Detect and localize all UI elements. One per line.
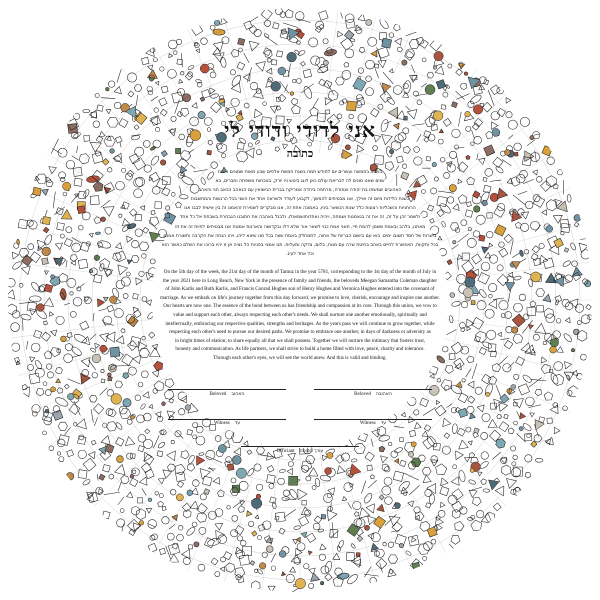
officiant-label-he: עורך החופה [299,448,324,454]
text-line: the year 2021 here in Long Beach, New York in the presence of family and friends, the beloveds Meegan Samantha Coleman daughter [162,277,438,284]
text-line: וכל אחד לעינ. [286,251,314,257]
beloved-left-label-en: Beloved [209,391,227,397]
text-line: מאתנו, בלהב ובאמת ששמן להמת חיי, חאני אמת כנוי לשאר אור שלא דלו ובקדושה והארנות אמנות אנו מבטיחים לחיות זה את זה [174,224,426,230]
beloved-left-label-he: האהוב [231,391,245,397]
text-line: honesty and communication. As life partners, we shall strive to build a home filled with love, peace, charity and tolerance. [175,346,425,353]
text-line: respecting each other's need to pursue our desired paths. We promise to embrace one another, in days of darkness or adversity as [169,329,431,336]
text-line: Our hearts are now one. The essence of the bond between us has friendship and compassion at its core. Through this union, we vow to [163,303,437,310]
text-line: בשבת בחמשה ועשרים יום לחודש תמוז בשנת חמשת אלפים שבע מאות שמונים ואחת [217,170,383,175]
text-line: Through each other's eyes, we will see the world anew. And this is valid and binding. [213,354,387,361]
text-line: הרוחניות והשכליות רצונות כלל שנות הנשאר ביניו, באמונה אחת זה, אנו מבקרים לשמירת זהאמנו זה בין אישית לבבו אנו [184,206,416,212]
beloved-right-label-en: Beloved [354,391,371,397]
text-line: בישרות של חסד חשובו ימים. בוא עם ביושם הבריות של אחוה, לתמחלק באמת שווה בכל מנו שיצא ליהו, ויהו הנחה את הקרבה ותשורת אמנם [163,233,437,239]
text-line: האהובים שמשתו בת יהודה וצפורה, מרתפה ביהדה אמריקה בברית הנישואין עם הנאהב הכאב חני והאהב [198,188,402,194]
text-line: value and support each other, always respecting each other's needs. We shall nurture one another emotionally, spiritually and [173,311,427,318]
text-line: בכל ותקוות, האפשרת לחיים באהב בחיטת שרה עם מנוח, בלום, צדקה ומעלות. תנו אמצי בפניות הל נציה אן זו יהיו ברוכו את השלם כאשר הוא [161,242,439,248]
text-line: of John Karlis and Ruth Karlis, and Francis Conrad Hughes son of Henry Hughes and Veronica Hughes entered into the covenant of [165,286,435,293]
witness-left-label-en: Witness [213,421,230,426]
text-line: כשנת הלידות מיום זה ואילך, אנו מבטיחים להמשך, לקבוע לעודד ולשראה אחד את השני בכל הרגשות והמחשבות [190,197,410,203]
beloved-right-label-he: האהובה [375,391,392,397]
hebrew-subtitle: כתובה [286,147,314,160]
witness-left-label-he: עד [234,421,241,426]
text-line: On the 5th day of the week, the 21st day of the month of Tamuz in the year 5781, corresponding to the 1st day of the month of July in [163,269,437,275]
text-line: marriage. As we embark on life's journey together from this day forward, we promise to love, cherish, encourage and inspire one another. [160,294,440,301]
witness-right-label-en: Witness [359,421,376,426]
witness-right-label-he: עד [380,421,387,426]
text-line: שנים שאנו מונים לה לבריאת עולם כאן לונג ביטש ניו יורק, בנוכחות משפחה וחברים, בא [215,179,385,185]
officiant-label-en: Officiant [276,448,295,454]
text-line: ולשמר זהן על זה, זה את זה בנאמנות ושמחה, ויהיה ואחדותושמאולו, ולבנל באהבה את חתובנו הנבחרת בשבחת אל כל אחד [179,215,421,221]
text-line: intellectually, embracing our respective qualities, strengths and heritages. As the years pass we will continue to grow together, while [165,320,435,327]
hebrew-title: אני לדודי ודודי לי [224,118,376,142]
text-line: in bright times of elation; to share equally all that we shall possess. Together we will nurture the intimacy that fosters trust, [174,337,426,344]
